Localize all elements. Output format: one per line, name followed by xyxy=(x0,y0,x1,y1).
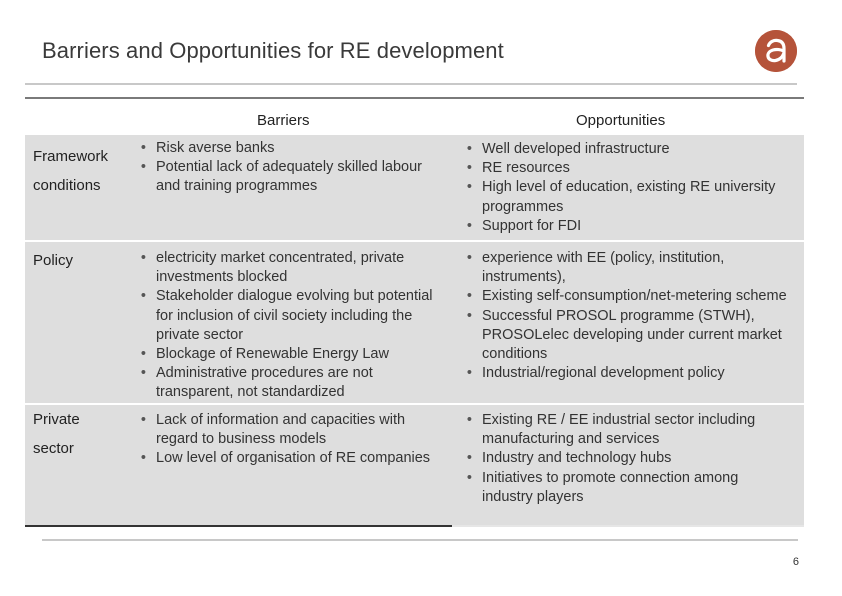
list-item: • Administrative procedures are not transparent, not standardized xyxy=(132,364,442,402)
list-item: • Support for FDI xyxy=(458,217,788,236)
list-item: • Blockage of Renewable Energy Law xyxy=(132,345,442,364)
list-item: • Risk averse banks xyxy=(132,139,442,158)
header-opportunities: Opportunities xyxy=(576,112,666,129)
opportunities-list xyxy=(458,140,788,236)
barriers-opportunities-table xyxy=(25,97,804,527)
list-item: • Existing RE / EE industrial sector including manufacturing and services xyxy=(458,411,788,449)
footer-divider xyxy=(42,539,798,541)
list-item: • experience with EE (policy, institution, instruments), xyxy=(458,249,788,287)
row-label-line: sector xyxy=(33,440,74,457)
list-item: • High level of education, existing RE university programmes xyxy=(458,178,788,216)
list-item: • Successful PROSOL programme (STWH), PROSOLelec developing under current market conditions xyxy=(458,307,788,365)
opportunities-list xyxy=(458,249,788,383)
list-item: • Lack of information and capacities with regard to business models xyxy=(132,411,442,449)
header-barriers: Barriers xyxy=(257,112,310,129)
row-label-line: Private xyxy=(33,411,80,428)
title-divider xyxy=(25,83,797,85)
barriers-list xyxy=(132,139,442,197)
row-label-private-sector xyxy=(33,405,80,463)
row-label-line: conditions xyxy=(33,177,101,194)
list-item: • Low level of organisation of RE companies xyxy=(132,449,442,468)
list-item: • Initiatives to promote connection among industry players xyxy=(458,469,788,507)
barriers-list xyxy=(132,411,442,469)
company-logo xyxy=(755,30,797,72)
table-bottom-rule-light xyxy=(452,525,804,527)
list-item: • Industrial/regional development policy xyxy=(458,364,788,383)
row-label-line: Framework xyxy=(33,148,109,165)
barriers-list xyxy=(132,249,442,403)
list-item: • Potential lack of adequately skilled labour and training programmes xyxy=(132,158,442,196)
list-item: • Existing self-consumption/net-metering scheme xyxy=(458,287,788,306)
list-item: • Stakeholder dialogue evolving but potential for inclusion of civil society including the private sector xyxy=(132,287,442,345)
table-row-framework xyxy=(25,135,804,240)
list-item: • Well developed infrastructure xyxy=(458,140,788,159)
opportunities-list xyxy=(458,411,788,507)
table-row-policy xyxy=(25,240,804,403)
table-row-private-sector xyxy=(25,403,804,527)
table-header-row xyxy=(25,99,804,135)
logo-a-icon xyxy=(755,30,797,72)
row-label-framework xyxy=(33,142,108,200)
row-label-line: Policy xyxy=(33,252,74,269)
list-item: • Industry and technology hubs xyxy=(458,449,788,468)
list-item: • RE resources xyxy=(458,159,788,178)
page-title: Barriers and Opportunities for RE development xyxy=(42,38,504,63)
table-bottom-rule xyxy=(25,525,452,527)
row-label-policy xyxy=(33,246,73,275)
list-item: • electricity market concentrated, private investments blocked xyxy=(132,249,442,287)
page-number: 6 xyxy=(792,556,799,568)
